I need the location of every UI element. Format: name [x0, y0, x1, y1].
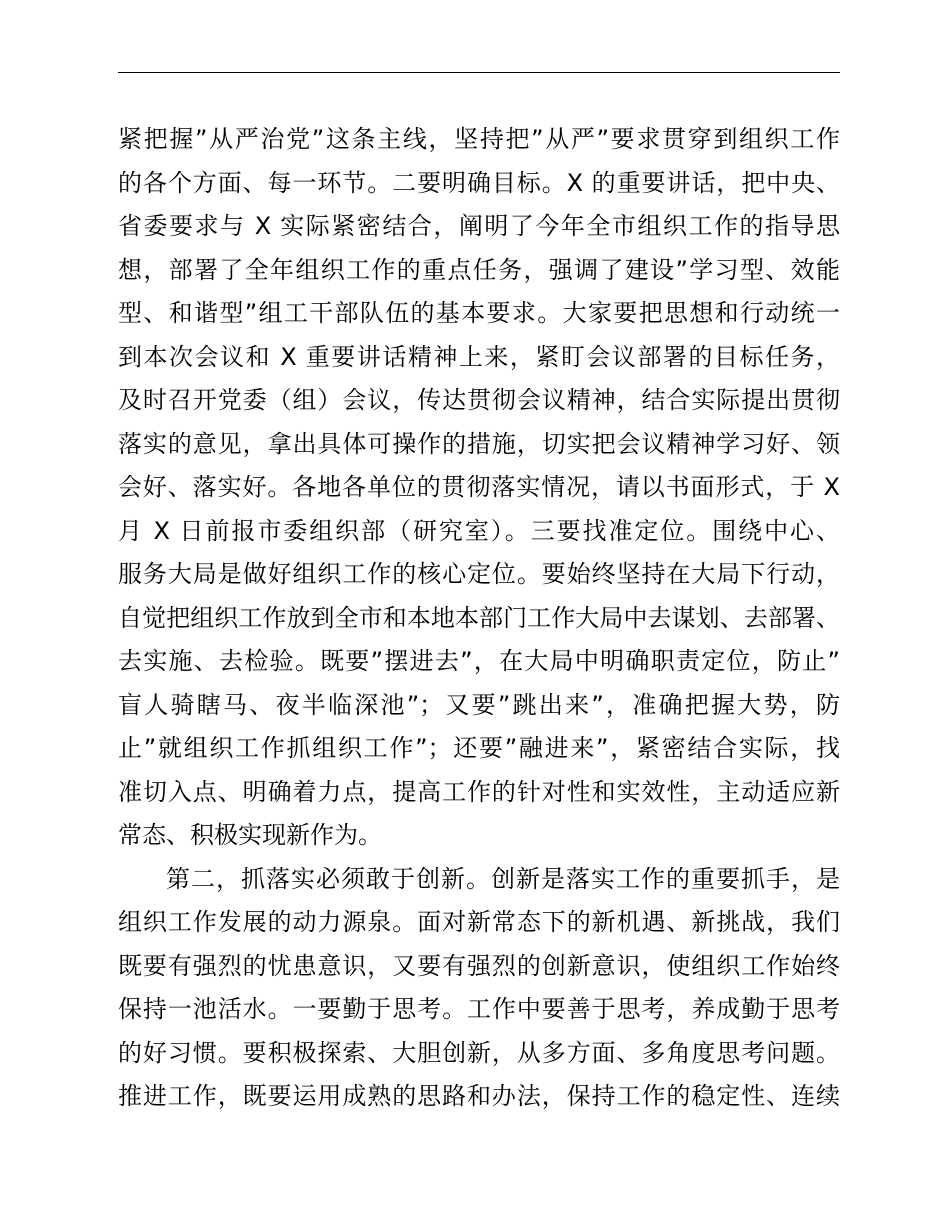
text-line: 省委要求与 X 实际紧密结合，阐明了今年全市组织工作的指导思: [118, 212, 840, 240]
text-line: 常态、积极实现新作为。: [118, 821, 382, 849]
text-line: 盲人骑瞎马、夜半临深池”；又要”跳出来”，准确把握大势，防: [118, 690, 840, 719]
text-line: 止”就组织工作抓组织工作”；还要”融进来”，紧密结合实际，找: [118, 734, 840, 762]
text-line: 想，部署了全年组织工作的重点任务，强调了建设”学习型、效能: [118, 255, 840, 284]
paragraph: [118, 858, 840, 1119]
text-line: 会好、落实好。各地各单位的贯彻落实情况，请以书面形式，于 X: [118, 473, 840, 501]
text-line: 组织工作发展的动力源泉。面对新常态下的新机遇、新挑战，我们: [118, 908, 840, 936]
text-line: 准切入点、明确着力点，提高工作的针对性和实效性，主动适应新: [118, 777, 840, 806]
text-line: 服务大局是做好组织工作的核心定位。要始终坚持在大局下行动，: [118, 560, 840, 588]
text-line: 自觉把组织工作放到全市和本地本部门工作大局中去谋划、去部署、: [118, 603, 840, 632]
text-line: 月 X 日前报市委组织部（研究室）。三要找准定位。围绕中心、: [118, 516, 840, 545]
paragraph: [118, 118, 840, 858]
text-line: 既要有强烈的忧患意识，又要有强烈的创新意识，使组织工作始终: [118, 951, 840, 980]
text-line: 型、和谐型”组工干部队伍的基本要求。大家要把思想和行动统一: [118, 299, 840, 327]
text-line: 推进工作，既要运用成熟的思路和办法，保持工作的稳定性、连续: [118, 1082, 840, 1110]
text-line: 第二，抓落实必须敢于创新。创新是落实工作的重要抓手，是: [166, 864, 840, 893]
text-line: 保持一池活水。一要勤于思考。工作中要善于思考，养成勤于思考: [118, 995, 840, 1023]
text-line: 及时召开党委（组）会议，传达贯彻会议精神，结合实际提出贯彻: [118, 386, 840, 414]
text-line: 的各个方面、每一环节。二要明确目标。X 的重要讲话，把中央、: [118, 168, 840, 197]
text-line: 去实施、去检验。既要”摆进去”，在大局中明确职责定位，防止”: [118, 647, 840, 675]
text-line: 落实的意见，拿出具体可操作的措施，切实把会议精神学习好、领: [118, 429, 840, 458]
header-rule: [118, 72, 840, 73]
document-body: [118, 118, 840, 1119]
text-line: 的好习惯。要积极探索、大胆创新，从多方面、多角度思考问题。: [118, 1038, 840, 1067]
text-line: 紧把握”从严治党”这条主线，坚持把”从严”要求贯穿到组织工作: [118, 125, 840, 153]
text-line: 到本次会议和 X 重要讲话精神上来，紧盯会议部署的目标任务，: [118, 342, 840, 371]
